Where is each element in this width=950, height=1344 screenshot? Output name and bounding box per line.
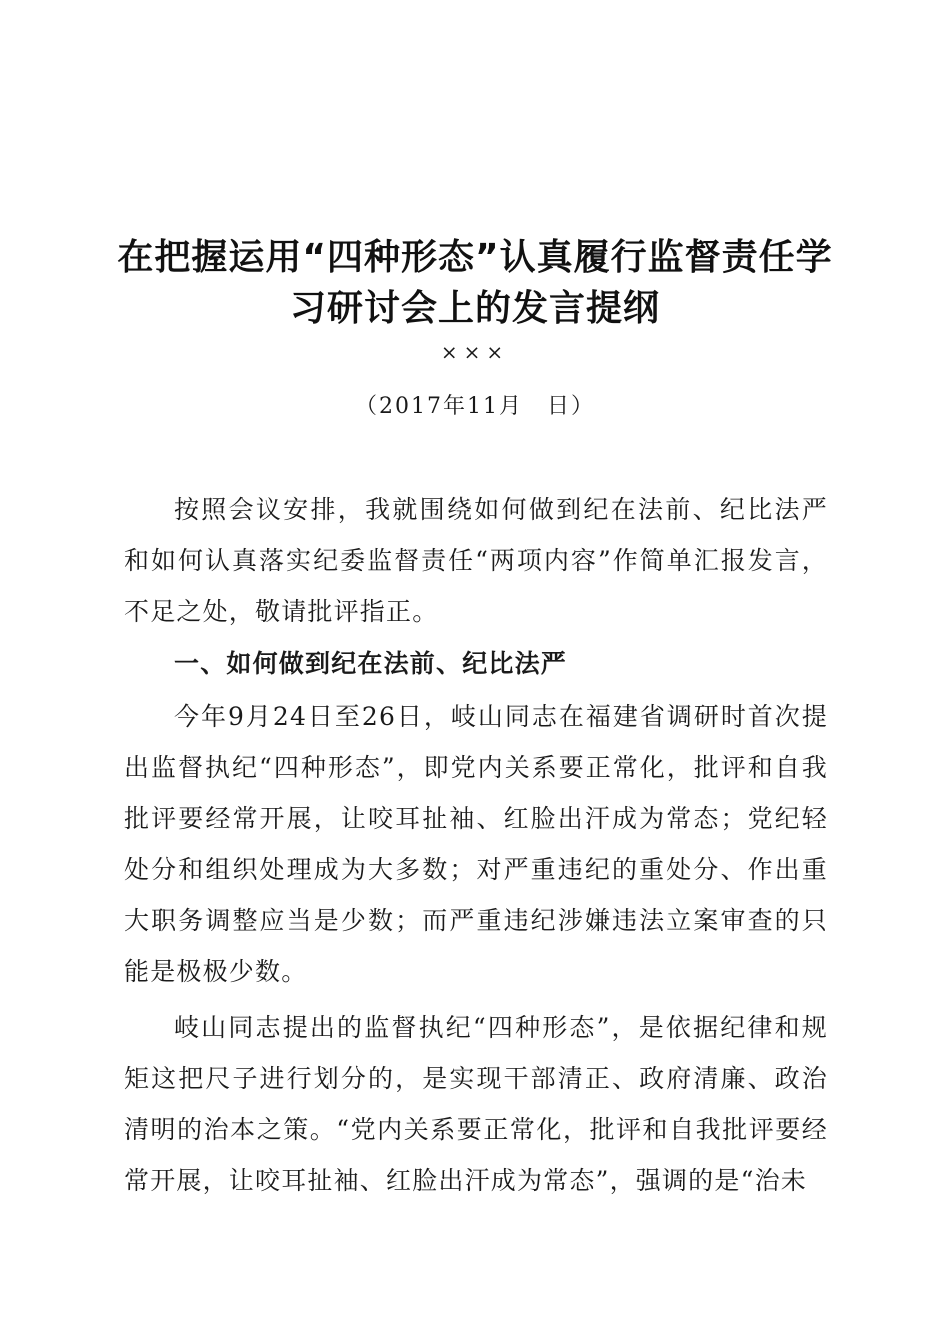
document-body [124,484,828,1206]
body-paragraph-2: 岐山同志提出的监督执纪“四种形态”，是依据纪律和规矩这把尺子进行划分的，是实现干部清正、政府清廉、政治清明的治本之策。“党内关系要正常化，批评和自我批评要经常开展，让咬耳扯袖、红脸出汗成为常态”，强调的是“治未 [124,1013,828,1195]
author: ××× [440,340,510,364]
date: （2017年11月 日） [355,394,595,419]
body-paragraph-1: 今年9月24日至26日，岐山同志在福建省调研时首次提出监督执纪“四种形态”，即党内关系要正常化，批评和自我批评要经常开展，让咬耳扯袖、红脸出汗成为常态；党纪轻处分和组织处理成为大多数；对严重违纪的重处分、作出重大职务调整应当是少数；而严重违纪涉嫌违法立案审查的只能是极极少数。 [124,702,828,986]
section-1-heading: 一、如何做到纪在法前、纪比法严 [174,649,568,678]
intro-paragraph: 按照会议安排，我就围绕如何做到纪在法前、纪比法严和如何认真落实纪委监督责任“两项内容”作简单汇报发言，不足之处，敬请批评指正。 [124,495,828,626]
document-title-line-1: 在把握运用“四种形态”认真履行监督责任学 [117,237,833,278]
document-title-line-2: 习研讨会上的发言提纲 [289,288,660,329]
